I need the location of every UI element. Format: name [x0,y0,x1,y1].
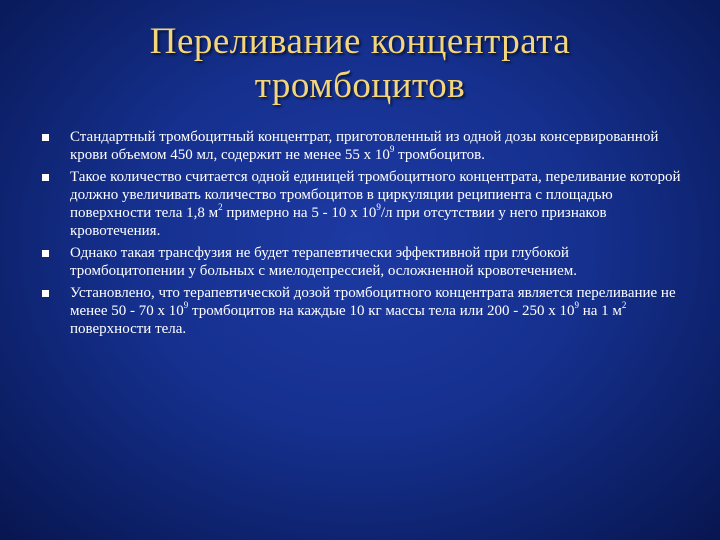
title-line-2: тромбоцитов [254,65,466,106]
bullet-text: Установлено, что терапевтической дозой тромбоцитного концентрата является переливание не менее 50 - 70 х $10^9$ тромбоцитов на каждые 10 кг массы тела или 200 - 250 х $10^9$ на 1 $м^2$ поверхности тела. [70,285,676,337]
bullet-item [42,244,682,280]
square-bullet-icon [42,134,49,141]
bullet-item [42,128,682,164]
bullet-list [42,128,682,338]
bullet-item [42,284,682,338]
bullet-text: Однако такая трансфузия не будет терапевтически эффективной при глубокой тромбоцитопении у больных с миелодепрессией, осложненной кровотечением. [70,245,577,279]
bullet-text: Стандартный тромбоцитный концентрат, приготовленный из одной дозы консервированной крови объемом 450 мл, содержит не менее 55 х $10^9$ тромбоцитов. [70,129,659,163]
slide-title [60,20,660,108]
bullet-text: Такое количество считается одной единицей тромбоцитного концентрата, переливание которой должно увеличивать количество тромбоцитов в циркуляции реципиента с площадью поверхности тела 1,8 $м^2$ примерно на 5 - 10 х $10^9/л$ при отсутствии у него признаков кровотечения. [70,169,681,239]
bullet-item [42,168,682,240]
title-line-1: Переливание концентрата [149,21,571,62]
square-bullet-icon [42,174,49,181]
square-bullet-icon [42,290,49,297]
square-bullet-icon [42,250,49,257]
